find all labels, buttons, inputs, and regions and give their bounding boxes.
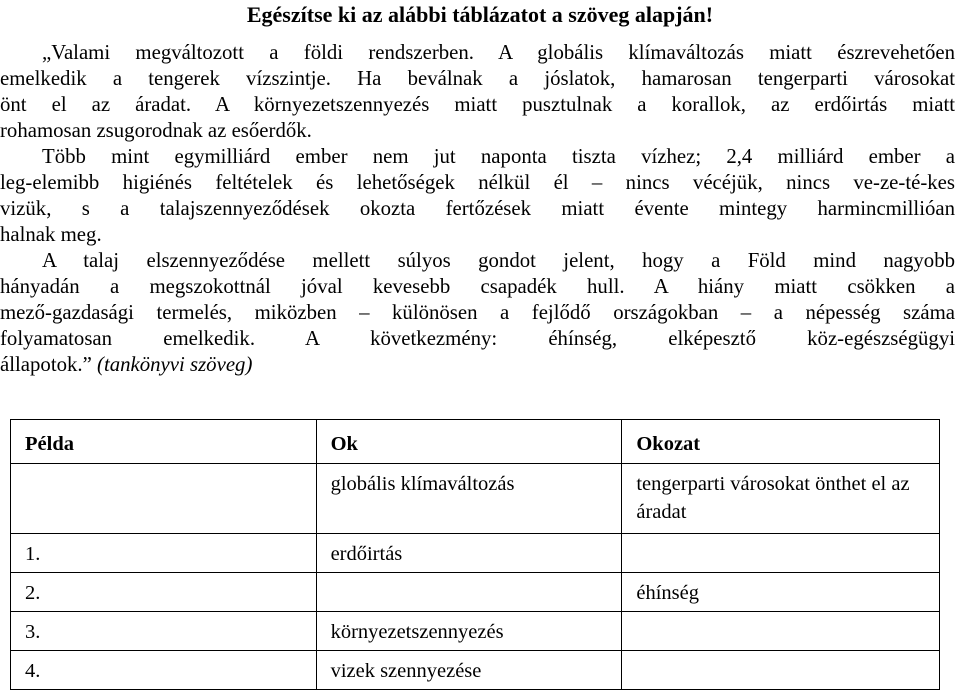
header-cause: Ok xyxy=(316,420,622,464)
table-row xyxy=(11,464,940,534)
text-line: vizük, s a talajszennyeződések okozta fertőzések miatt évente mintegy harmincmillióan xyxy=(0,197,955,220)
header-example: Példa xyxy=(11,420,317,464)
table-cell-cause: globális klímaváltozás xyxy=(316,464,622,534)
text-line: A talaj elszennyeződése mellett súlyos gondot jelent, hogy a Föld mind nagyobb xyxy=(42,249,955,272)
paragraph-3 xyxy=(0,248,955,378)
table-header-row xyxy=(11,420,940,464)
table-row xyxy=(11,612,940,651)
cause-effect-table xyxy=(10,419,940,690)
text-line: Több mint egymilliárd ember nem jut naponta tiszta vízhez; 2,4 milliárd ember a xyxy=(42,145,955,168)
table-cell-example: 1. xyxy=(11,534,317,573)
paragraph-1 xyxy=(0,40,955,144)
table-cell-example: 3. xyxy=(11,612,317,651)
header-effect: Okozat xyxy=(622,420,940,464)
table-cell-cause: környezetszennyezés xyxy=(316,612,622,651)
source-citation: (tankönyvi szöveg) xyxy=(97,353,253,376)
text-line: folyamatosan emelkedik. A következmény: éhínség, elképesztő köz-egészségügyi xyxy=(0,327,955,350)
table-cell-cause[interactable] xyxy=(316,573,622,612)
table-cell-effect[interactable] xyxy=(622,651,940,690)
text-line: mező-gazdasági termelés, miközben – különösen a fejlődő országokban – a népesség száma xyxy=(0,301,955,324)
paragraph-2 xyxy=(0,144,955,248)
table-row xyxy=(11,534,940,573)
text-line: halnak meg. xyxy=(0,223,102,246)
source-text xyxy=(0,40,955,378)
table-row xyxy=(11,573,940,612)
text-line: „Valami megváltozott a földi rendszerben. A globális klímaváltozás miatt észrevehetően xyxy=(42,41,955,64)
text-line: hányadán a megszokottnál jóval kevesebb csapadék hull. A hiány miatt csökken a xyxy=(0,275,955,298)
table-cell-effect[interactable] xyxy=(622,534,940,573)
table-cell-example: 2. xyxy=(11,573,317,612)
text-line: leg-elemibb higiénés feltételek és lehetőségek nélkül él – nincs vécéjük, nincs ve-ze-té-kes xyxy=(0,171,955,194)
text-line: emelkedik a tengerek vízszintje. Ha beválnak a jóslatok, hamarosan tengerparti városokat xyxy=(0,67,955,90)
text-line-end: állapotok.” xyxy=(0,353,92,376)
table-cell-cause: erdőirtás xyxy=(316,534,622,573)
table-cell-example: 4. xyxy=(11,651,317,690)
text-line: önt el az áradat. A környezetszennyezés miatt pusztulnak a korallok, az erdőirtás miatt xyxy=(0,93,955,116)
text-line: rohamosan zsugorodnak az esőerdők. xyxy=(0,119,312,142)
text-line xyxy=(0,352,955,378)
table-cell-effect: éhínség xyxy=(622,573,940,612)
table-cell-cause: vizek szennyezése xyxy=(316,651,622,690)
table-row xyxy=(11,651,940,690)
table-cell-effect: tengerparti városokat önthet el az áradat xyxy=(622,464,940,534)
table-cell-effect[interactable] xyxy=(622,612,940,651)
table-cell-example xyxy=(11,464,317,534)
task-title: Egészítse ki az alábbi táblázatot a szöveg alapján! xyxy=(246,2,714,27)
